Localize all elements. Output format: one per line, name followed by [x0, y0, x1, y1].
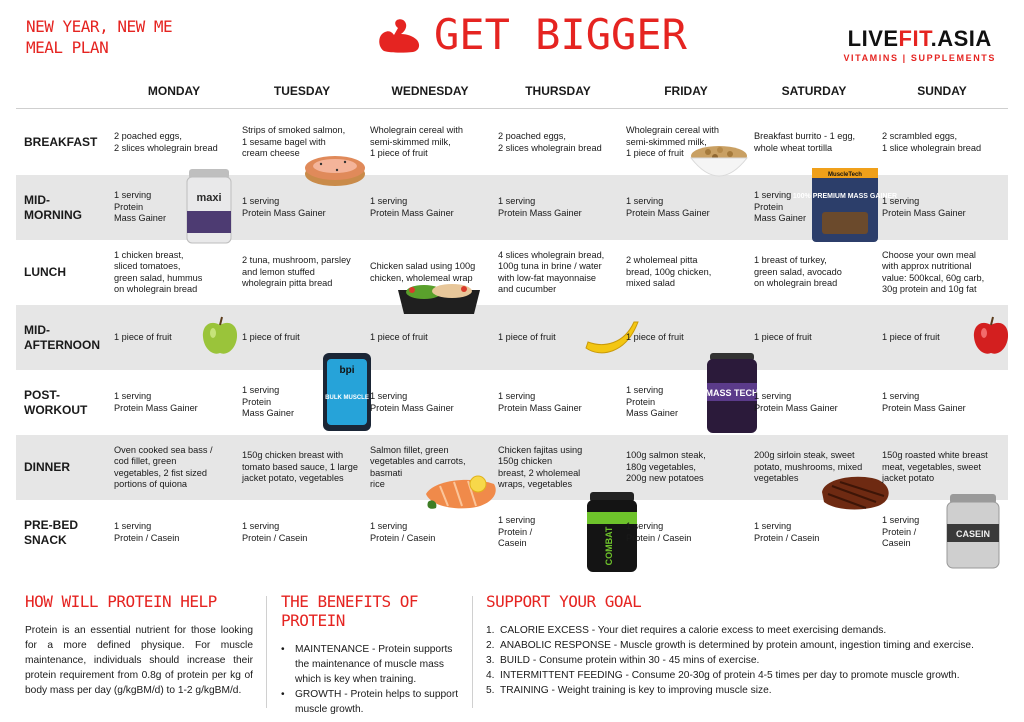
chicken-salad-box-image — [394, 278, 484, 318]
meal-cell-friday — [622, 332, 750, 344]
meal-cell-saturday — [750, 450, 878, 485]
meal-cell-line: Choose your own meal — [882, 249, 976, 260]
meal-cell-sunday — [878, 515, 1006, 550]
meal-cell-line: vegetables — [754, 473, 799, 484]
meal-cell-saturday — [750, 391, 878, 414]
page-title — [376, 10, 687, 59]
meal-cell-line: and cucumber — [498, 284, 557, 294]
meal-cell-tuesday — [238, 196, 366, 219]
meal-cell-line: Protein / Casein — [626, 532, 692, 543]
meal-cell-line: potato, mushrooms, mixed — [754, 461, 863, 472]
meal-cell-line: cod fillet, green — [114, 456, 177, 466]
meal-cell-line: portions of quiona — [114, 479, 188, 489]
meal-name-line: BREAKFAST — [24, 135, 98, 149]
mass-gainer-label: 100% PREMIUM MASS GAINER — [792, 193, 898, 200]
plan-label-line2: MEAL PLAN — [26, 38, 109, 57]
meal-cell-line: 1 serving — [370, 196, 408, 206]
goal-keyword: BUILD — [500, 655, 531, 666]
meal-cell-saturday — [750, 255, 878, 290]
meal-cell-wednesday — [366, 445, 494, 491]
meal-cell-line: 1 serving — [882, 391, 920, 401]
meal-cell-line: Protein Mass Gainer — [882, 402, 966, 413]
meal-cell-line: 2 poached eggs, — [498, 131, 566, 141]
meal-cell-wednesday — [366, 391, 494, 414]
meal-cell-line: Mass Gainer — [114, 213, 167, 224]
meal-cell-wednesday — [366, 261, 494, 284]
meal-cell-line: 1 serving — [370, 391, 408, 401]
meal-cell-line: on wholegrain bread — [114, 284, 198, 294]
meal-cell-line: Wholegrain cereal with — [370, 125, 463, 136]
plan-label — [26, 16, 172, 58]
meal-cell-line: 1 piece of fruit — [370, 148, 428, 159]
meal-cell-line: Protein — [626, 396, 656, 407]
goal-item — [486, 653, 1016, 668]
benefit-text: - Protein helps to support muscle growth. — [295, 689, 459, 715]
brand-logo — [843, 26, 996, 63]
logo-asia: .ASIA — [930, 26, 992, 51]
casein-label: CASEIN — [955, 529, 991, 539]
meal-cell-line: 1 serving — [498, 391, 536, 401]
goal-keyword: ANABOLIC RESPONSE — [500, 640, 611, 651]
meal-cell-line: Chicken salad using 100g — [370, 261, 476, 271]
benefit-item — [281, 687, 463, 717]
brand-logo-wordmark — [843, 26, 996, 52]
protein-help-title: HOW WILL PROTEIN HELP — [25, 592, 217, 611]
meal-cell-line: vegetables and carrots, — [370, 456, 466, 466]
meal-name-line: MID- — [24, 192, 50, 207]
meal-name-line: MORNING — [24, 207, 82, 222]
meal-cell-wednesday — [366, 125, 494, 160]
day-header-thursday: THURSDAY — [525, 84, 591, 98]
meal-cell-line: green salad, avocado — [754, 266, 842, 277]
meal-name-line: LUNCH — [24, 265, 66, 279]
meal-cell-line: 1 serving — [242, 385, 280, 396]
goal-number: 2. — [486, 640, 495, 651]
header-divider — [16, 108, 1008, 109]
footer-divider-2 — [472, 596, 473, 708]
meal-cell-line: and lemon stuffed — [242, 266, 315, 277]
goal-item — [486, 668, 1016, 683]
meal-cell-line: 30g protein and 10g fat — [882, 284, 977, 294]
meal-cell-monday — [110, 250, 238, 296]
goal-keyword: INTERMITTENT FEEDING — [500, 670, 623, 681]
meal-cell-line: Protein Mass Gainer — [754, 402, 838, 413]
meal-cell-line: mixed salad — [626, 278, 676, 289]
meal-cell-line: 1 piece of fruit — [626, 331, 684, 342]
meal-cell-line: Breakfast burrito - 1 egg, — [754, 131, 856, 141]
meal-cell-line: Protein / Casein — [114, 532, 180, 543]
meal-cell-line: with approx nutritional — [882, 261, 972, 271]
benefit-text: - Protein supports the maintenance of muscle mass which is key when training. — [295, 644, 453, 685]
meal-cell-tuesday — [238, 125, 366, 160]
meal-cell-line: Protein / Casein — [370, 532, 436, 543]
goal-item — [486, 638, 1016, 653]
meal-name-line: PRE-BED — [24, 517, 79, 532]
meal-cell-line: 2 poached eggs, — [114, 131, 182, 141]
meal-cell-line: whole wheat tortilla — [754, 142, 833, 153]
meal-cell-line: Protein / Casein — [242, 532, 308, 543]
meal-cell-thursday — [494, 445, 622, 491]
meal-cell-line: 1 chicken breast, — [114, 249, 184, 260]
meal-cell-thursday — [494, 332, 622, 344]
meal-cell-line: 4 slices wholegrain bread, — [498, 249, 605, 260]
meal-name-line: POST- — [24, 387, 61, 402]
meal-cell-line: Protein — [114, 201, 144, 212]
meal-cell-line: on wholegrain bread — [754, 278, 838, 289]
benefit-keyword: MAINTENANCE — [295, 644, 370, 655]
support-goal-section — [486, 592, 1016, 698]
day-header-friday: FRIDAY — [664, 84, 708, 98]
meal-name-line: SNACK — [24, 532, 67, 547]
support-goal-title: SUPPORT YOUR GOAL — [486, 592, 642, 611]
goal-number: 3. — [486, 655, 495, 666]
meal-name — [16, 323, 110, 353]
meal-cell-line: 2 tuna, mushroom, parsley — [242, 255, 351, 266]
meal-cell-line: 100g tuna in brine / water — [498, 261, 602, 271]
meal-cell-line: semi-skimmed milk, — [370, 136, 451, 147]
meal-cell-friday — [622, 125, 750, 160]
meal-cell-sunday — [878, 332, 1006, 344]
meal-cell-thursday — [494, 131, 622, 154]
mass-gainer-brand-label: MuscleTech — [828, 172, 862, 178]
meal-cell-sunday — [878, 250, 1006, 296]
bulk-muscle-label: BULK MUSCLE — [325, 395, 369, 401]
meal-cell-line: 200g new potatoes — [626, 473, 704, 484]
plan-label-line1: NEW YEAR, NEW ME — [26, 17, 173, 36]
benefits-list — [281, 642, 463, 717]
meal-cell-line: tomato based sauce, 1 large — [242, 461, 358, 472]
meal-name-line: WORKOUT — [24, 402, 88, 417]
meal-cell-monday — [110, 391, 238, 414]
meal-cell-line: Protein Mass Gainer — [498, 402, 582, 413]
meal-cell-saturday — [750, 332, 878, 344]
meal-cell-thursday — [494, 196, 622, 219]
meal-cell-line: Mass Gainer — [626, 408, 679, 419]
meal-cell-line: 1 serving — [882, 515, 920, 526]
meal-cell-line: semi-skimmed milk, — [626, 136, 707, 147]
meal-cell-line: jacket potato — [882, 473, 935, 484]
meal-cell-saturday — [750, 190, 878, 225]
meal-cell-monday — [110, 332, 238, 344]
meal-cell-line: value: 500kcal, 60g carb, — [882, 272, 985, 283]
logo-live: LIVE — [847, 26, 899, 51]
brand-logo-tagline: VITAMINS | SUPPLEMENTS — [843, 53, 996, 63]
meal-cell-sunday — [878, 196, 1006, 219]
meal-name-line: DINNER — [24, 460, 71, 474]
meal-cell-line: 1 serving — [626, 521, 664, 531]
meal-cell-line: Protein / Casein — [754, 532, 820, 543]
meal-cell-line: 1 serving — [626, 385, 664, 396]
meal-cell-line: Protein — [242, 396, 272, 407]
benefit-item — [281, 642, 463, 687]
bpi-label: bpi — [339, 365, 355, 376]
goal-text: - Your diet requires a calorie excess to meet exercising demands. — [588, 625, 887, 636]
meal-cell-line: wholegrain pitta bread — [242, 278, 333, 289]
meal-cell-line: wraps, vegetables — [498, 479, 573, 489]
meal-cell-line: cream cheese — [242, 148, 300, 159]
meal-cell-friday — [622, 385, 750, 420]
meal-cell-line: Protein / — [882, 526, 917, 537]
meal-cell-line: green salad, hummus — [114, 272, 203, 283]
meal-cell-line: Protein Mass Gainer — [114, 402, 198, 413]
meal-cell-line: 150g roasted white breast — [882, 450, 988, 461]
flexed-arm-icon — [376, 16, 422, 54]
meal-cell-friday — [622, 521, 750, 544]
meal-cell-tuesday — [238, 521, 366, 544]
meal-name — [16, 518, 110, 548]
meal-cell-line: 1 breast of turkey, — [754, 255, 827, 266]
meal-name-line: MID- — [24, 322, 50, 337]
meal-cell-line: Oven cooked sea bass / — [114, 444, 213, 455]
meal-cell-line: vegetables, 2 fist sized — [114, 467, 207, 478]
meal-cell-tuesday — [238, 332, 366, 344]
meal-cell-thursday — [494, 391, 622, 414]
goal-keyword: CALORIE EXCESS — [500, 625, 589, 636]
meal-cell-line: 180g vegetables, — [626, 461, 696, 472]
meal-cell-line: bread, 100g chicken, — [626, 266, 712, 277]
goal-text: - Muscle growth is determined by protein amount, ingestion timing and exercise. — [610, 640, 974, 651]
meal-cell-monday — [110, 445, 238, 491]
benefits-title: THE BENEFITS OF PROTEIN — [281, 592, 418, 630]
meal-cell-line: with low-fat mayonnaise — [498, 272, 597, 283]
meal-cell-line: 150g chicken breast with — [242, 450, 344, 461]
combat-label: COMBAT — [604, 526, 614, 566]
meal-cell-line: 1 serving — [754, 190, 792, 201]
goal-item — [486, 623, 1016, 638]
meal-cell-line: sliced tomatoes, — [114, 261, 181, 271]
meal-cell-thursday — [494, 515, 622, 550]
meal-cell-sunday — [878, 391, 1006, 414]
day-header-monday: MONDAY — [147, 84, 201, 98]
day-header-sunday: SUNDAY — [917, 84, 967, 98]
meal-cell-line: 2 wholemeal pitta — [626, 255, 698, 266]
meal-cell-line: 2 scrambled eggs, — [882, 131, 958, 141]
goal-text: - Weight training is key to improving muscle size. — [548, 685, 772, 696]
meal-cell-line: jacket potato, vegetables — [242, 473, 344, 484]
meal-cell-line: 1 serving — [754, 521, 792, 531]
meal-cell-line: 1 serving — [626, 196, 664, 206]
meal-cell-line: Chicken fajitas using — [498, 444, 583, 455]
meal-cell-line: 1 serving — [498, 196, 536, 206]
meal-name — [16, 135, 110, 150]
meal-cell-line: Protein Mass Gainer — [370, 207, 454, 218]
meal-cell-monday — [110, 521, 238, 544]
meal-name — [16, 388, 110, 418]
goal-text: - Consume 20-30g of protein 4-5 times per day to promote muscle growth. — [622, 670, 960, 681]
meal-cell-line: 1 piece of fruit — [498, 331, 556, 342]
meal-cell-line: 1 serving — [754, 391, 792, 401]
info-footer — [0, 592, 1024, 722]
goal-keyword: TRAINING — [500, 685, 549, 696]
meal-row — [16, 240, 1008, 305]
meal-cell-line: Protein Mass Gainer — [242, 207, 326, 218]
meal-row — [16, 305, 1008, 370]
meal-cell-line: 1 serving — [114, 190, 152, 201]
goal-number: 4. — [486, 670, 495, 681]
meal-cell-friday — [622, 196, 750, 219]
day-headers — [110, 84, 1006, 98]
goal-number: 5. — [486, 685, 495, 696]
meal-cell-line: 1 piece of fruit — [754, 331, 812, 342]
meal-plan-table — [16, 110, 1008, 565]
footer-divider-1 — [266, 596, 267, 708]
meal-cell-line: Protein — [754, 201, 784, 212]
benefits-section — [281, 592, 463, 717]
goal-item — [486, 683, 1016, 698]
meal-cell-line: 1 piece of fruit — [114, 331, 172, 342]
meal-cell-line: 1 piece of fruit — [242, 331, 300, 342]
meal-cell-line: chicken, wholemeal wrap — [370, 272, 473, 283]
meal-cell-saturday — [750, 521, 878, 544]
meal-cell-line: Protein Mass Gainer — [498, 207, 582, 218]
meal-cell-line: Mass Gainer — [754, 213, 807, 224]
meal-cell-line: meat, vegetables, sweet — [882, 461, 982, 472]
meal-cell-line: 1 serving — [370, 521, 408, 531]
maxi-label: maxi — [196, 192, 222, 204]
meal-cell-line: 150g chicken — [498, 456, 553, 466]
meal-cell-tuesday — [238, 385, 366, 420]
goal-number: 1. — [486, 625, 495, 636]
meal-cell-line: Salmon fillet, green — [370, 444, 449, 455]
meal-cell-wednesday — [366, 332, 494, 344]
meal-cell-line: 1 piece of fruit — [626, 148, 684, 159]
meal-cell-line: 1 piece of fruit — [370, 331, 428, 342]
meal-cell-line: Strips of smoked salmon, — [242, 125, 346, 136]
meal-cell-line: breast, 2 wholemeal — [498, 467, 581, 478]
meal-cell-line: Casein — [498, 538, 527, 549]
meal-cell-line: Protein / — [498, 526, 533, 537]
meal-name — [16, 265, 110, 280]
meal-cell-line: Wholegrain cereal with — [626, 125, 719, 136]
meal-cell-monday — [110, 190, 238, 225]
benefit-keyword: GROWTH — [295, 689, 342, 700]
day-header-saturday: SATURDAY — [781, 84, 847, 98]
goal-text: - Consume protein within 30 - 45 mins of exercise. — [530, 655, 760, 666]
meal-cell-line: basmati — [370, 467, 403, 478]
meal-cell-line: Protein Mass Gainer — [626, 207, 710, 218]
meal-name-line: AFTERNOON — [24, 337, 100, 352]
protein-help-body: Protein is an essential nutrient for those looking for a more defined physique. For muscle maintenance, individuals should increase their protein requirement from 0.8g of protein per kg of body mass per day (g/kgBM/d) to 1-2 g/kgBM/d. — [25, 625, 253, 696]
meal-cell-tuesday — [238, 450, 366, 485]
meal-cell-line: 100g salmon steak, — [626, 450, 706, 461]
day-header-tuesday: TUESDAY — [273, 84, 331, 98]
meal-cell-wednesday — [366, 521, 494, 544]
meal-cell-line: 2 slices wholegrain bread — [114, 142, 218, 153]
meal-cell-sunday — [878, 131, 1006, 154]
meal-cell-line: 1 serving — [114, 521, 152, 531]
meal-cell-monday — [110, 131, 238, 154]
meal-cell-wednesday — [366, 196, 494, 219]
meal-cell-line: 1 serving — [242, 196, 280, 206]
meal-cell-line: 2 slices wholegrain bread — [498, 142, 602, 153]
meal-cell-friday — [622, 450, 750, 485]
meal-cell-line: 200g sirloin steak, sweet — [754, 450, 855, 461]
meal-cell-line: Mass Gainer — [242, 408, 295, 419]
logo-fit: FIT — [898, 26, 931, 51]
support-goal-list — [486, 623, 1016, 698]
meal-row — [16, 370, 1008, 435]
meal-cell-line: 1 serving — [498, 515, 536, 526]
meal-cell-line: 1 serving — [882, 196, 920, 206]
meal-cell-line: rice — [370, 479, 385, 489]
meal-cell-line: 1 sesame bagel with — [242, 136, 326, 147]
meal-cell-thursday — [494, 250, 622, 296]
protein-help-section — [25, 592, 253, 698]
meal-name — [16, 193, 110, 223]
meal-cell-line: Casein — [882, 538, 911, 549]
meal-cell-tuesday — [238, 255, 366, 290]
meal-cell-sunday — [878, 450, 1006, 485]
meal-cell-line: 1 piece of fruit — [882, 331, 940, 342]
title-text: GET BIGGER — [434, 10, 687, 59]
meal-cell-line: 1 serving — [114, 391, 152, 401]
day-header-wednesday: WEDNESDAY — [391, 84, 469, 98]
meal-name — [16, 460, 110, 475]
meal-cell-line: Protein Mass Gainer — [882, 207, 966, 218]
meal-cell-line: Protein Mass Gainer — [370, 402, 454, 413]
meal-cell-friday — [622, 255, 750, 290]
mass-tech-label: MASS TECH — [705, 388, 759, 398]
meal-cell-line: 1 slice wholegrain bread — [882, 142, 982, 153]
meal-cell-line: 1 serving — [242, 521, 280, 531]
meal-cell-saturday — [750, 131, 878, 154]
